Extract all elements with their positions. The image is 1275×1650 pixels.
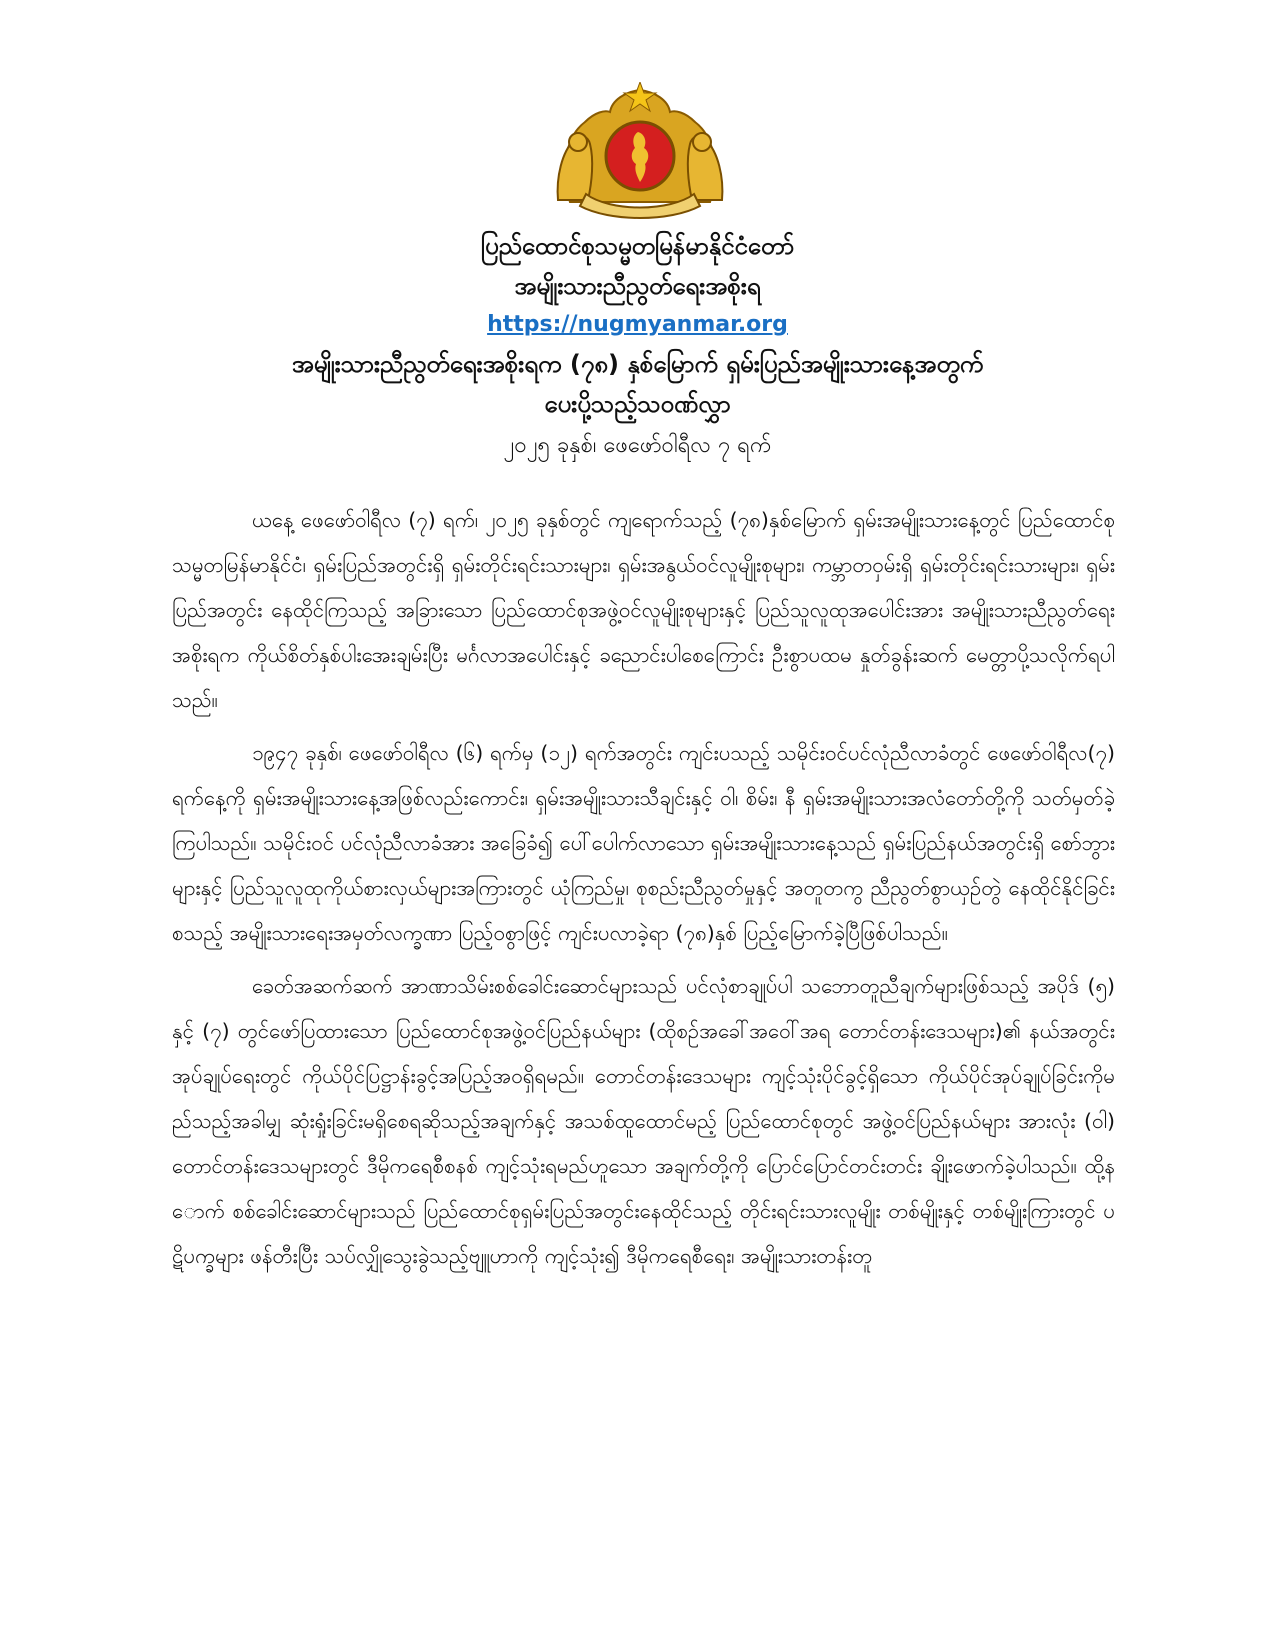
document-date: ၂၀၂၅ ခုနှစ်၊ ဖေဖော်ဝါရီလ ၇ ရက် bbox=[503, 433, 772, 458]
document-title-line-2: ပေးပို့သည့်သဝဏ်လွှာ bbox=[544, 390, 731, 418]
body-paragraph-2: ၁၉၄၇ ခုနှစ်၊ ဖေဖော်ဝါရီလ (၆) ရက်မှ (၁၂) ရက်အတွင်း ကျင်းပသည့် သမိုင်းဝင်ပင်လုံညီလာခံတွင် ဖေဖော်ဝါရီလ(၇)ရက်နေ့ကို ရှမ်းအမျိုးသားနေ့အဖြစ်လည်းကောင်း၊ ရှမ်းအမျိုးသားသီချင်းနှင့် ဝါ၊ စိမ်း၊ နီ ရှမ်းအမျိုးသားအလံတော်တို့ကို သတ်မှတ်ခဲ့ကြပါသည်။ သမိုင်းဝင် ပင်လုံညီလာခံအား အခြေခံ၍ ပေါ်ပေါက်လာသော ရှမ်းအမျိုးသားနေ့သည် ရှမ်းပြည်နယ်အတွင်းရှိ စော်ဘွားများနှင့် ပြည်သူလူထုကိုယ်စားလှယ်များအကြားတွင် ယုံကြည်မှု၊ စုစည်းညီညွတ်မှုနှင့် အတူတကွ ညီညွတ်စွာယှဉ်တွဲ နေထိုင်နိုင်ခြင်းစသည့် အမျိုးသားရေးအမှတ်လက္ခဏာ ပြည့်ဝစွာဖြင့် ကျင်းပလာခဲ့ရာ (၇၈)နှစ် ပြည့်မြောက်ခဲ့ပြီဖြစ်ပါသည်။ bbox=[172, 741, 1116, 945]
body-paragraph-1: ယနေ့ ဖေဖော်ဝါရီလ (၇) ရက်၊ ၂၀၂၅ ခုနှစ်တွင် ကျရောက်သည့် (၇၈)နှစ်မြောက် ရှမ်းအမျိုးသားနေ့တွင် ပြည်ထောင်စုသမ္မတမြန်မာနိုင်ငံ၊ ရှမ်းပြည်အတွင်းရှိ ရှမ်းတိုင်းရင်းသားများ၊ ရှမ်းအနွယ်ဝင်လူမျိုးစုများ၊ ကမ္ဘာတဝှမ်းရှိ ရှမ်းတိုင်းရင်းသားများ၊ ရှမ်းပြည်အတွင်း နေထိုင်ကြသည့် အခြားသော ပြည်ထောင်စုအဖွဲ့ဝင်လူမျိုးစုများနှင့် ပြည်သူလူထုအပေါင်းအား အမျိုးသားညီညွတ်ရေး အစိုးရက ကိုယ်စိတ်နှစ်ပါးအေးချမ်းပြီး မင်္ဂလာအပေါင်းနှင့် ခညောင်းပါစေကြောင်း ဦးစွာပထမ နှုတ်ခွန်းဆက် မေတ္တာပို့သလိုက်ရပါသည်။ bbox=[172, 508, 1115, 712]
document-title-line-1: အမျိုးသားညီညွတ်ရေးအစိုးရက (၇၈) နှစ်မြောက် ရှမ်းပြည်အမျိုးသားနေ့အတွက် bbox=[291, 350, 984, 378]
government-name: အမျိုးသားညီညွတ်ရေးအစိုးရ bbox=[514, 272, 761, 300]
state-emblem-icon bbox=[550, 82, 730, 222]
document-header bbox=[120, 226, 1155, 466]
document-body bbox=[172, 498, 1115, 1287]
website-link[interactable]: https://nugmyanmar.org bbox=[487, 312, 788, 337]
body-paragraph-3: ခေတ်အဆက်ဆက် အာဏာသိမ်းစစ်ခေါင်းဆောင်များသည် ပင်လုံစာချုပ်ပါ သဘောတူညီချက်များဖြစ်သည့် အပိုဒ် (၅) နှင့် (၇) တွင်ဖော်ပြထားသော ပြည်ထောင်စုအဖွဲ့ဝင်ပြည်နယ်များ (ထိုစဉ်အခေါ်အဝေါ်အရ တောင်တန်းဒေသများ)၏ နယ်အတွင်းအုပ်ချုပ်ရေးတွင် ကိုယ်ပိုင်ပြဋ္ဌာန်းခွင့်အပြည့်အဝရှိရမည်။ တောင်တန်းဒေသများ ကျင့်သုံးပိုင်ခွင့်ရှိသော ကိုယ်ပိုင်အုပ်ချုပ်ခြင်းကိုမည်သည့်အခါမျှ ဆုံးရှုံးခြင်းမရှိစေရဆိုသည့်အချက်နှင့် အသစ်ထူထောင်မည့် ပြည်ထောင်စုတွင် အဖွဲ့ဝင်ပြည်နယ်များ အားလုံး (ဝါ) တောင်တန်းဒေသများတွင် ဒီမိုကရေစီစနစ် ကျင့်သုံးရမည်ဟူသော အချက်တို့ကို ပြောင်ပြောင်တင်းတင်း ချိုးဖောက်ခဲ့ပါသည်။ ထို့နောက် စစ်ခေါင်းဆောင်များသည် ပြည်ထောင်စုရှမ်းပြည်အတွင်းနေထိုင်သည့် တိုင်းရင်းသားလူမျိုး တစ်မျိုးနှင့် တစ်မျိုးကြားတွင် ပဋိပက္ခများ ဖန်တီးပြီး သပ်လျှိုသွေးခွဲသည့်ဗျူဟာကို ကျင့်သုံး၍ ဒီမိုကရေစီရေး၊ အမျိုးသားတန်းတူ bbox=[172, 974, 1115, 1268]
country-name: ပြည်ထောင်စုသမ္မတမြန်မာနိုင်ငံတော် bbox=[480, 232, 795, 260]
